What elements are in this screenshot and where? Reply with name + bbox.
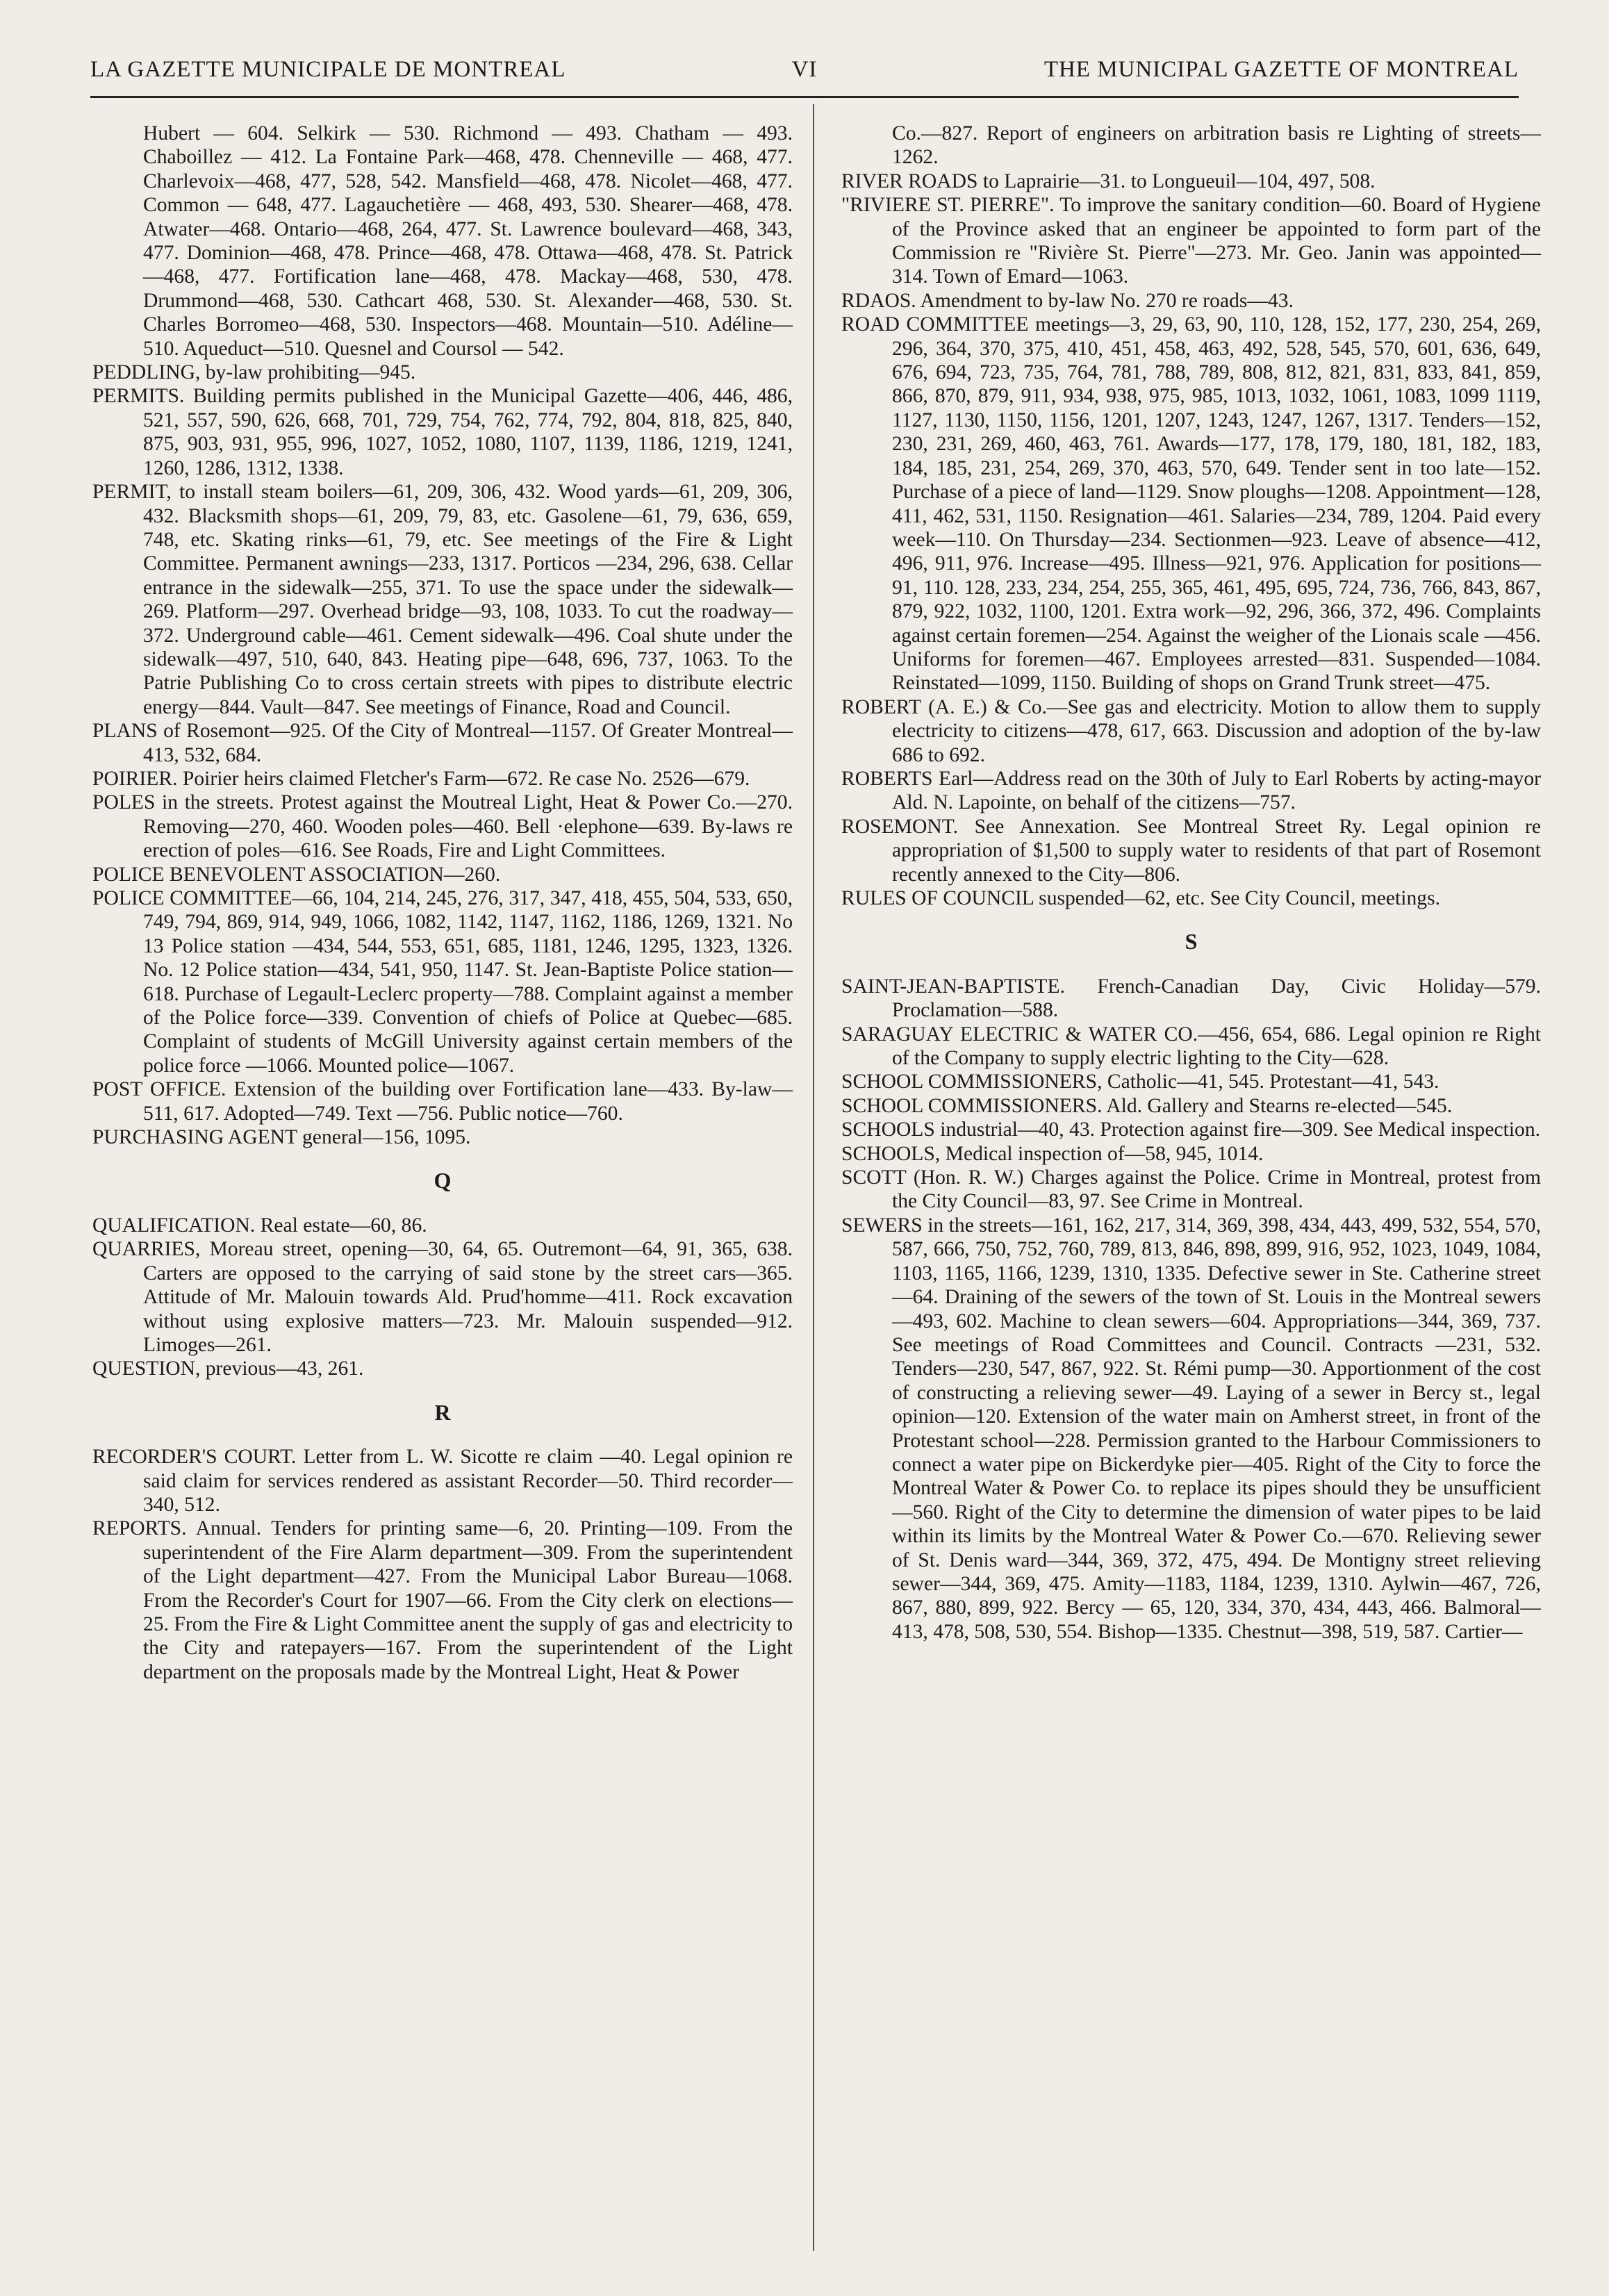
index-entry: POST OFFICE. Extension of the building over Fortification lane—433. By-law—511, 617. Adopted—749. Text —756. Public notice—760. (92, 1078, 793, 1125)
index-entry: Hubert — 604. Selkirk — 530. Richmond — 493. Chatham — 493. Chaboillez — 412. La Fontaine Park—468, 478. Chenneville — 468, 477. Charlevoix—468, 477, 528, 542. Mansfield—468, 478. Nicolet—468, 477. Common — 648, 477. Lagauchetière — 468, 493, 530. Shearer—468, 478. Atwater—468. Ontario—468, 264, 477. St. Lawrence boulevard—468, 343, 477. Dominion—468, 478. Prince—468, 478. Ottawa—468, 478. St. Patrick—468, 477. Fortification lane—468, 478. Mackay—468, 530, 478. Drummond—468, 530. Cathcart 468, 530. St. Alexander—468, 530. St. Charles Borromeo—468, 530. Inspectors—468. Mountain—510. Adéline—510. Aqueduct—510. Quesnel and Coursol — 542. (143, 122, 793, 360)
index-entry: SAINT-JEAN-BAPTISTE. French-Canadian Day, Civic Holiday—579. Proclamation—588. (841, 975, 1541, 1022)
index-entry: SCHOOLS industrial—40, 43. Protection against fire—309. See Medical inspection. (841, 1118, 1541, 1141)
index-entry: SCHOOLS, Medical inspection of—58, 945, 1014. (841, 1142, 1264, 1165)
section-letter-r: R (434, 1399, 451, 1425)
index-entry: PEDDLING, by-law prohibiting—945. (92, 361, 416, 384)
index-entry: RIVER ROADS to Laprairie—31. to Longueuil—104, 497, 508. (841, 170, 1376, 192)
index-entry: QUARRIES, Moreau street, opening—30, 64, 65. Outremont—64, 91, 365, 638. Carters are opposed to the carrying of said stone by the street cars—365. Attitude of Mr. Malouin towards Ald. Prud'homme—411. Rock excavation without using explosive matters—723. Mr. Malouin suspended—912. Limoges—261. (92, 1238, 793, 1356)
index-entry: PURCHASING AGENT general—156, 1095. (92, 1126, 471, 1149)
index-entry: RECORDER'S COURT. Letter from L. W. Sicotte re claim —40. Legal opinion re said claim for services rendered as assistant Recorder—50. Third recorder—340, 512. (92, 1446, 793, 1516)
index-entry: PERMIT, to install steam boilers—61, 209, 306, 432. Wood yards—61, 209, 306, 432. Blacksmith shops—61, 209, 79, 83, etc. Gasolene—61, 79, 636, 659, 748, etc. Skating rinks—61, 79, etc. See meetings of the Fire & Light Committee. Permanent awnings—233, 1317. Porticos —234, 296, 638. Cellar entrance in the sidewalk—255, 371. To use the space under the sidewalk—269. Platform—297. Overhead bridge—93, 108, 1033. To cut the roadway—372. Underground cable—461. Cement sidewalk—496. Coal shute under the sidewalk—497, 510, 640, 843. Heating pipe—648, 696, 737, 1063. To the Patrie Publishing Co to cross certain streets with pipes to distribute electric energy—844. Vault—847. See meetings of Finance, Road and Council. (92, 481, 793, 718)
index-entry: ROAD COMMITTEE meetings—3, 29, 63, 90, 110, 128, 152, 177, 230, 254, 269, 296, 364, 370, 375, 410, 451, 458, 463, 492, 528, 545, 570, 601, 636, 649, 676, 694, 723, 735, 764, 781, 788, 789, 808, 812, 821, 831, 833, 841, 859, 866, 870, 879, 911, 934, 938, 975, 985, 1013, 1032, 1061, 1083, 1099 1119, 1127, 1130, 1150, 1156, 1201, 1207, 1243, 1247, 1267, 1317. Tenders—152, 230, 231, 269, 460, 463, 761. Awards—177, 178, 179, 180, 181, 182, 183, 184, 185, 231, 254, 269, 370, 463, 570, 649. Tender sent in too late—152. Purchase of a piece of land—1129. Snow ploughs—1208. Appointment—128, 411, 462, 531, 1150. Resignation—461. Salaries—234, 789, 1204. Paid every week—110. On Thursday—234. Sectionmen—923. Leave of absence—412, 496, 911, 976. Increase—495. Illness—921, 976. Application for positions—91, 110. 128, 233, 234, 254, 255, 365, 461, 495, 695, 724, 736, 766, 843, 867, 879, 922, 1032, 1100, 1201. Extra work—92, 296, 366, 372, 496. Complaints against certain foremen—254. Against the weigher of the Lionais scale —456. Uniforms for foremen—467. Employees arrested—831. Suspended—1084. Reinstated—1099, 1150. Building of shops on Grand Trunk street—475. (841, 313, 1541, 695)
index-entry: Co.—827. Report of engineers on arbitration basis re Lighting of streets—1262. (892, 122, 1541, 169)
index-entry: REPORTS. Annual. Tenders for printing same—6, 20. Printing—109. From the superintendent of the Fire Alarm department—309. From the superintendent of the Light department—427. From the Municipal Labor Bureau—1068. From the Recorder's Court for 1907—66. From the City clerk on elections—25. From the Fire & Light Committee anent the supply of gas and electricity to the City and ratepayers—167. From the superintendent of the Light department on the proposals made by the Montreal Light, Heat & Power (92, 1517, 793, 1683)
index-entry: QUESTION, previous—43, 261. (92, 1357, 364, 1380)
index-entry: ROSEMONT. See Annexation. See Montreal Street Ry. Legal opinion re appropriation of $1,500 to supply water to residents of that part of Rosemont recently annexed to the City—806. (841, 815, 1541, 886)
index-entry: SCOTT (Hon. R. W.) Charges against the Police. Crime in Montreal, protest from the City Council—83, 97. See Crime in Montreal. (841, 1166, 1541, 1213)
page-header (90, 50, 1519, 92)
index-entry: ROBERT (A. E.) & Co.—See gas and electricity. Motion to allow them to supply electricity to citizens—478, 617, 663. Discussion and adoption of the by-law 686 to 692. (841, 695, 1541, 766)
index-entry: SEWERS in the streets—161, 162, 217, 314, 369, 398, 434, 443, 499, 532, 554, 570, 587, 666, 750, 752, 760, 789, 813, 846, 898, 899, 916, 952, 1023, 1049, 1084, 1103, 1165, 1166, 1239, 1310, 1335. Defective sewer in Ste. Catherine street—64. Draining of the sewers of the town of St. Louis in the Montreal sewers—493, 602. Machine to clean sewers—604. Appropriations—344, 369, 737. See meetings of Road Committees and Council. Contracts —231, 532. Tenders—230, 547, 867, 922. St. Rémi pump—30. Apportionment of the cost of constructing a relieving sewer—49. Laying of a sewer in Bercy st., legal opinion—120. Extension of the water main on Amherst street, in front of the Protestant school—228. Permission granted to the Harbour Commissioners to connect a water pipe on Bickerdyke pier—405. Right of the City to force the Montreal Water & Power Co. to replace its pipes should they be unsufficient—560. Right of the City to determine the dimension of water pipes to be laid within its limits by the Montreal Water & Power Co.—670. Relieving sewer of St. Denis ward—344, 369, 372, 475, 494. De Montigny street relieving sewer—344, 369, 475. Amity—1183, 1184, 1239, 1310. Aylwin—467, 726, 867, 880, 899, 922. Bercy — 65, 120, 334, 370, 434, 443, 466. Balmoral—413, 478, 508, 530, 554. Bishop—1335. Chestnut—398, 519, 587. Cartier— (841, 1214, 1541, 1643)
page-number: VI (791, 57, 818, 82)
index-entry: SCHOOL COMMISSIONERS. Ald. Gallery and Stearns re-elected—545. (841, 1094, 1453, 1117)
left-column (92, 122, 793, 1684)
index-entry: PERMITS. Building permits published in the Municipal Gazette—406, 446, 486, 521, 557, 590, 626, 668, 701, 729, 754, 762, 774, 792, 804, 818, 825, 840, 875, 903, 931, 955, 996, 1027, 1052, 1080, 1107, 1139, 1186, 1219, 1241, 1260, 1286, 1312, 1338. (92, 385, 793, 479)
header-english-title: THE MUNICIPAL GAZETTE OF MONTREAL (1043, 57, 1519, 82)
index-entry: ROBERTS Earl—Address read on the 30th of July to Earl Roberts by acting-mayor Ald. N. Lapointe, on behalf of the citizens—757. (841, 767, 1541, 814)
section-letter-s: S (1185, 929, 1198, 955)
index-entry: POLES in the streets. Protest against the Moutreal Light, Heat & Power Co.—270. Removing—270, 460. Wooden poles—460. Bell ·elephone—639. By-laws re erection of poles—616. See Roads, Fire and Light Committees. (92, 791, 793, 862)
index-entry: SCHOOL COMMISSIONERS, Catholic—41, 545. Protestant—41, 543. (841, 1071, 1439, 1093)
right-column (841, 122, 1541, 1644)
index-entry: PLANS of Rosemont—925. Of the City of Montreal—1157. Of Greater Montreal—413, 532, 684. (92, 720, 793, 766)
index-entry: POLICE COMMITTEE—66, 104, 214, 245, 276, 317, 347, 418, 455, 504, 533, 650, 749, 794, 869, 914, 949, 1066, 1082, 1142, 1147, 1162, 1186, 1269, 1321. No 13 Police station —434, 544, 553, 651, 685, 1181, 1246, 1295, 1323, 1326. No. 12 Police station—434, 541, 950, 1147. St. Jean-Baptiste Police station—618. Purchase of Legault-Leclerc property—788. Complaint against a member of the Police force—339. Convention of chiefs of Police at Quebec—685. Complaint of students of McGill University against certain members of the police force —1066. Mounted police—1067. (92, 887, 793, 1077)
index-entry: POLICE BENEVOLENT ASSOCIATION—260. (92, 863, 501, 886)
column-divider (813, 104, 814, 2251)
index-entry: QUALIFICATION. Real estate—60, 86. (92, 1214, 427, 1237)
index-entry: POIRIER. Poirier heirs claimed Fletcher's Farm—672. Re case No. 2526—679. (92, 767, 750, 790)
section-letter-q: Q (434, 1168, 452, 1194)
header-french-title: LA GAZETTE MUNICIPALE DE MONTREAL (90, 57, 566, 82)
index-entry: RULES OF COUNCIL suspended—62, etc. See City Council, meetings. (841, 887, 1440, 909)
index-entry: "RIVIERE ST. PIERRE". To improve the sanitary condition—60. Board of Hygiene of the Province asked that an engineer be appointed to form part of the Commission re "Rivière St. Pierre"—273. Mr. Geo. Janin was appointed—314. Town of Emard—1063. (841, 194, 1541, 288)
index-entry: RDAOS. Amendment to by-law No. 270 re roads—43. (841, 289, 1294, 312)
index-entry: SARAGUAY ELECTRIC & WATER CO.—456, 654, 686. Legal opinion re Right of the Company to supply electric lighting to the City—628. (841, 1023, 1541, 1070)
header-rule (90, 96, 1519, 98)
